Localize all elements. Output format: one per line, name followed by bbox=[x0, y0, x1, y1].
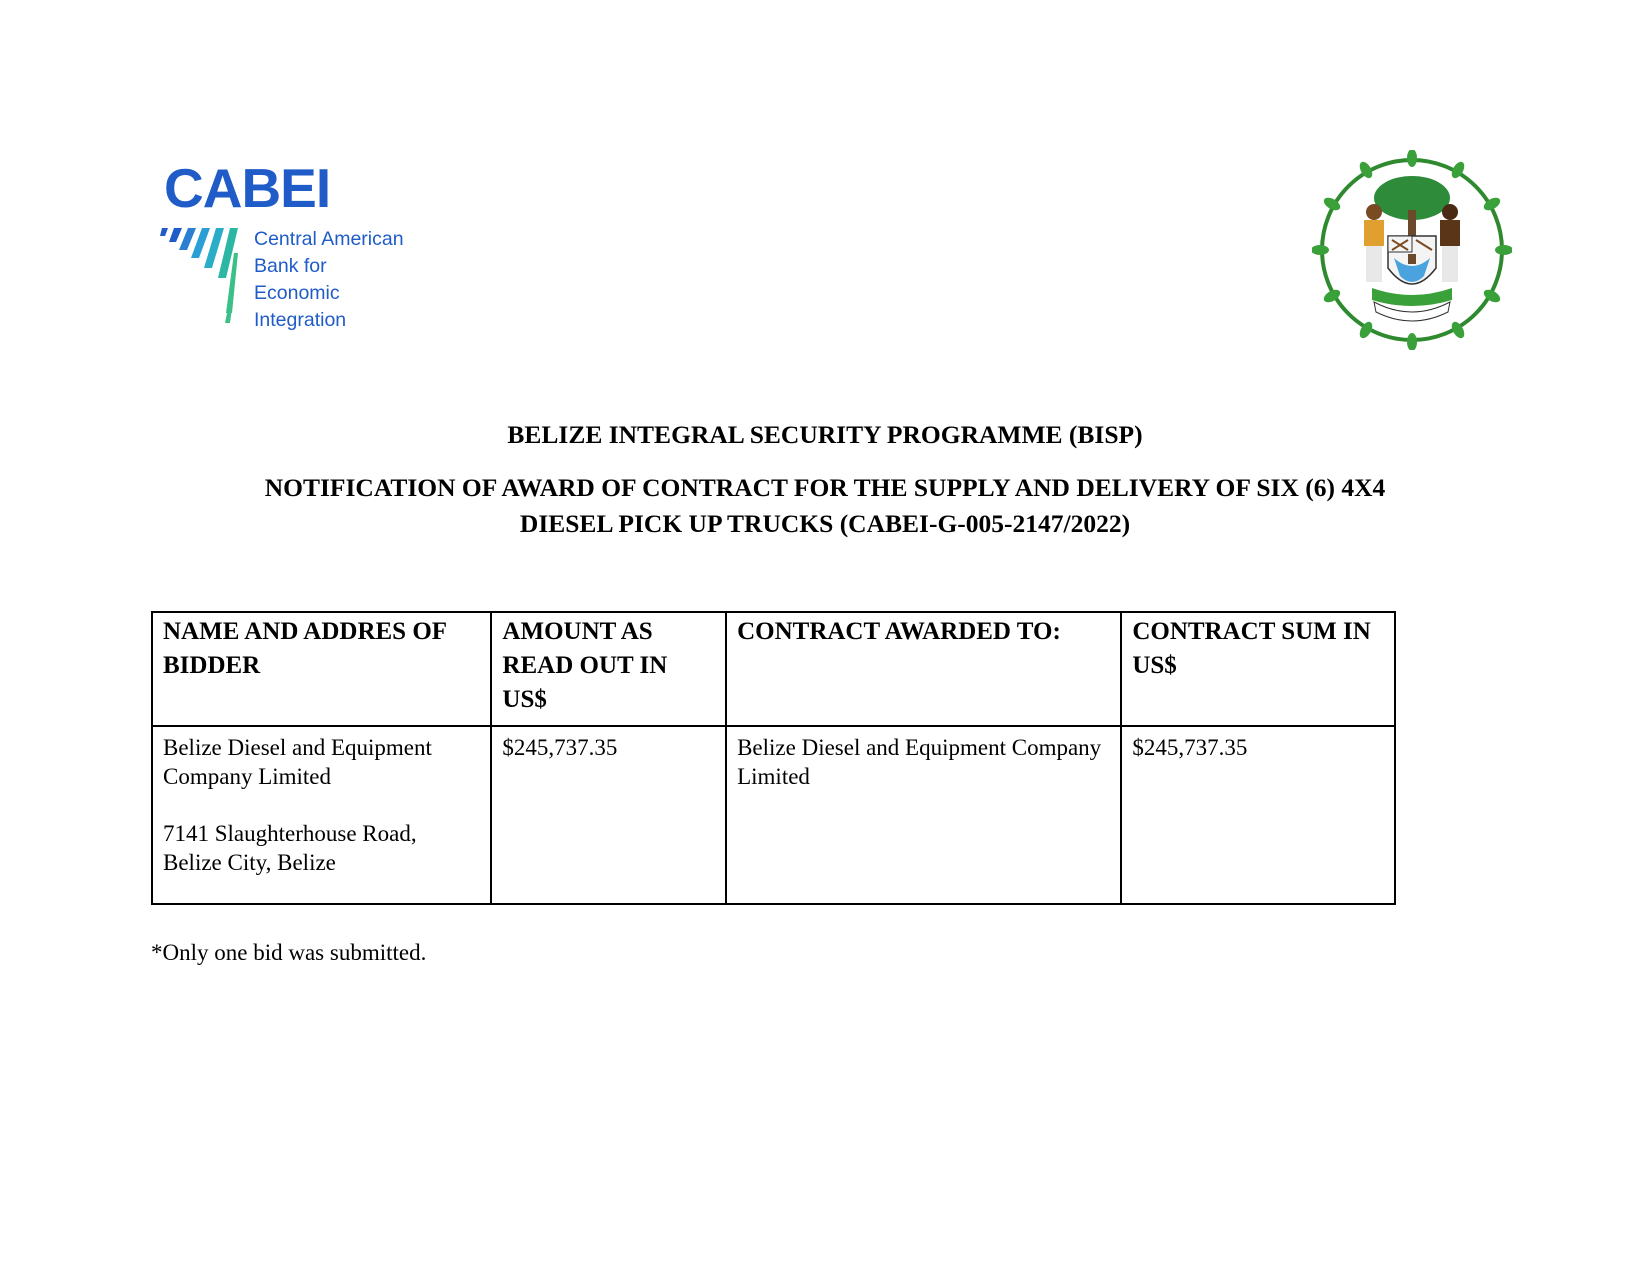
cabei-subtitle-line: Integration bbox=[254, 309, 347, 331]
award-table bbox=[151, 611, 1396, 905]
notice-title bbox=[0, 470, 1650, 542]
awarded-to: Belize Diesel and Equipment Company Limited bbox=[726, 726, 1121, 904]
footnote: *Only one bid was submitted. bbox=[151, 940, 427, 965]
belize-coat-of-arms-icon bbox=[1312, 150, 1512, 350]
programme-title: BELIZE INTEGRAL SECURITY PROGRAMME (BISP) bbox=[507, 420, 1143, 449]
cabei-subtitle bbox=[254, 226, 404, 334]
cabei-wordmark: CABEI bbox=[164, 157, 331, 219]
notice-title-line: DIESEL PICK UP TRUCKS (CABEI-G-005-2147/2022) bbox=[519, 509, 1131, 538]
bidder-name: Belize Diesel and Equipment Company Limited bbox=[163, 735, 432, 789]
table-row bbox=[152, 726, 1395, 904]
table-header-row bbox=[152, 612, 1395, 726]
cabei-subtitle-line: Economic bbox=[254, 282, 340, 304]
cabei-stripes-icon bbox=[160, 228, 240, 328]
cabei-subtitle-line: Bank for bbox=[254, 255, 327, 277]
bidder-cell bbox=[152, 726, 491, 904]
column-header: CONTRACT AWARDED TO: bbox=[726, 612, 1121, 726]
column-header: AMOUNT AS READ OUT IN US$ bbox=[491, 612, 726, 726]
column-header: NAME AND ADDRES OF BIDDER bbox=[152, 612, 491, 726]
bidder-address: 7141 Slaughterhouse Road, Belize City, Belize bbox=[163, 821, 417, 875]
contract-sum: $245,737.35 bbox=[1121, 726, 1395, 904]
notice-title-line: NOTIFICATION OF AWARD OF CONTRACT FOR THE SUPPLY AND DELIVERY OF SIX (6) 4X4 bbox=[264, 473, 1386, 502]
cabei-subtitle-line: Central American bbox=[254, 228, 404, 250]
amount-read-out: $245,737.35 bbox=[491, 726, 726, 904]
cabei-logo bbox=[160, 157, 404, 333]
column-header: CONTRACT SUM IN US$ bbox=[1121, 612, 1395, 726]
